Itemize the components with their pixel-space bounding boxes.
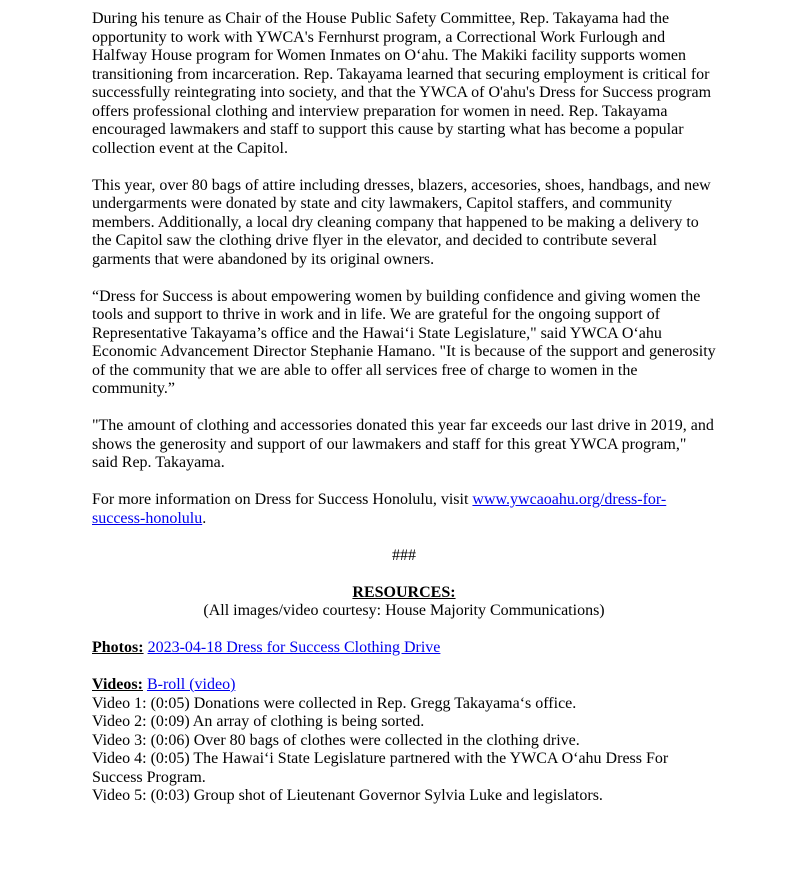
video-item-1: Video 1: (0:05) Donations were collected in Rep. Gregg Takayamaʻs office. [92, 694, 577, 712]
videos-label: Videos: [92, 676, 143, 693]
photos-label: Photos: [92, 639, 144, 656]
paragraph-committee-background: During his tenure as Chair of the House Public Safety Committee, Rep. Takayama had the opportunity to work with YWCA's Fernhurst program, a Correctional Work Furlough and Halfway House program for Women Inmates on Oʻahu. The Makiki facility supports women transitioning from incarceration. Rep. Takayama learned that securing employment is critical for successfully reintegrating into society, and that the YWCA of O'ahu's Dress for Success program offers professional clothing and interview preparation for women in need. Rep. Takayama encouraged lawmakers and staff to support this cause by starting what has become a popular collection event at the Capitol. [92, 10, 712, 157]
video-item-5: Video 5: (0:03) Group shot of Lieutenant Governor Sylvia Luke and legislators. [92, 787, 603, 804]
photos-album-link[interactable]: 2023-04-18 Dress for Success Clothing Drive [147, 639, 441, 656]
more-info-period: . [202, 509, 207, 527]
video-item-4: Video 4: (0:05) The Hawaiʻi State Legislature partnered with the YWCA Oʻahu Dress For Success Program. [92, 750, 669, 786]
broll-video-link[interactable]: B-roll (video) [146, 676, 236, 693]
videos-section [92, 676, 716, 806]
paragraph-quote-takayama: "The amount of clothing and accessories donated this year far exceeds our last drive in 2019, and shows the generosity and support of our lawmakers and staff for this great YWCA program," said Rep. Takayama. [92, 417, 714, 471]
paragraph-quote-hamano: “Dress for Success is about empowering women by building confidence and giving women the tools and support to thrive in work and in life. We are grateful for the ongoing support of Representative Takayama’s office and the Hawaiʻi State Legislature," said YWCA Oʻahu Economic Advancement Director Stephanie Hamano. "It is because of the support and generosity of the community that we are able to offer all services free of charge to women in the community.” [92, 287, 716, 397]
more-info-text: For more information on Dress for Success Honolulu, visit [92, 491, 473, 508]
paragraph-more-info [92, 491, 716, 528]
paragraph-donation-summary: This year, over 80 bags of attire including dresses, blazers, accesories, shoes, handbags, and new undergarments were donated by state and city lawmakers, Capitol staffers, and community members. Additionally, a local dry cleaning company that happened to be making a delivery to the Capitol saw the clothing drive flyer in the elevator, and decided to contribute several garments that were abandoned by its original owners. [92, 176, 711, 268]
end-of-release-marker: ### [392, 546, 416, 564]
video-item-2: Video 2: (0:09) An array of clothing is being sorted. [92, 713, 425, 730]
dress-for-success-url-link[interactable]: www.ywcaoahu.org/dress-for-success-honolulu [92, 491, 667, 527]
courtesy-note: (All images/video courtesy: House Majority Communications) [203, 602, 605, 619]
resources-heading: RESOURCES: [352, 583, 456, 601]
photos-line [92, 639, 716, 658]
video-item-3: Video 3: (0:06) Over 80 bags of clothes were collected in the clothing drive. [92, 731, 580, 749]
videos-line [92, 676, 716, 695]
